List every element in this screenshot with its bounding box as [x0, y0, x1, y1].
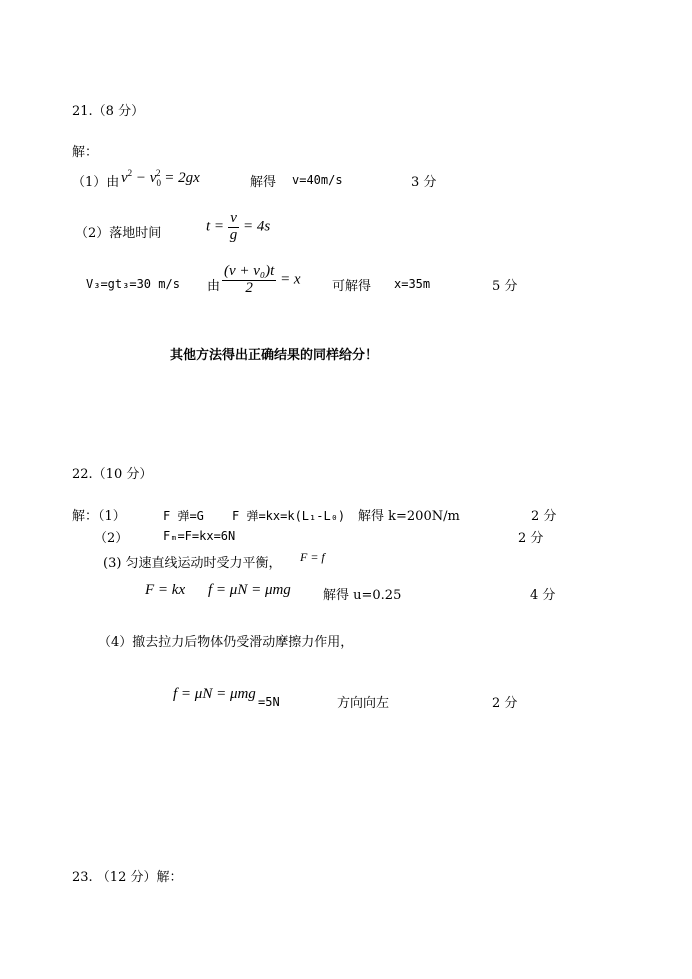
q21-part2-formula: t = $\frac{v}{g}$ = 4s	[206, 210, 271, 243]
q21-part3-score: 5 分	[492, 279, 518, 294]
q22-part3-formula: F = f	[300, 550, 325, 564]
q21-header: 21.（8 分）	[72, 104, 145, 119]
q22-part3-score: 4 分	[530, 588, 556, 603]
q21-jie-label: 解：	[72, 145, 99, 160]
q21-part1-label: （1）由	[72, 175, 120, 190]
q23-header: 23. （12 分）解：	[72, 870, 183, 885]
q22-part4-text: （4）撤去拉力后物体仍受滑动摩擦力作用，	[98, 635, 354, 650]
q22-part2-label: （2）	[94, 531, 129, 546]
q22-part1-a: F 弹=G	[163, 509, 204, 523]
q21-part1-score: 3 分	[411, 175, 437, 190]
q22-part4-value: =5N	[258, 695, 280, 709]
q21-part3-result: x=35m	[394, 277, 431, 291]
q21-note: 其他方法得出正确结果的同样给分！	[170, 348, 379, 363]
q22-header: 22.（10 分）	[72, 467, 153, 482]
q22-part3-f1: F = kx	[145, 582, 186, 598]
q22-part3-solve: 解得 u=0.25	[323, 588, 402, 603]
q22-part2-score: 2 分	[518, 531, 544, 546]
q22-part1-solve: 解得 k=200N/m	[358, 509, 460, 524]
q21-part1-formula: $v^2 - v_0^2 = 2gx$	[121, 168, 200, 188]
q21-part3-formula: $\frac{\text{(v + v₀)t}}{2}$ = x	[224, 263, 301, 296]
q21-part1-result: v=40m/s	[292, 173, 343, 187]
q21-part3-v: V₃=gt₃=30 m/s	[86, 277, 180, 291]
q22-part4-direction: 方向向左	[337, 696, 390, 711]
q22-part4-score: 2 分	[492, 696, 518, 711]
q22-part1-score: 2 分	[531, 509, 557, 524]
q22-part3-f2: f = μN = μmg	[208, 582, 291, 598]
q22-part1-b: F 弹=kx=k(L₁-L₀)	[232, 509, 346, 523]
q21-part3-you: 由	[207, 279, 221, 294]
q21-part1-solve: 解得	[250, 175, 277, 190]
q22-part3-text: (3) 匀速直线运动时受力平衡，	[103, 556, 282, 571]
q22-part2-text: Fₘ=F=kx=6N	[163, 529, 236, 543]
q22-part4-formula: f = μN = μmg	[173, 686, 256, 702]
q22-part1-label: 解：（1）	[72, 509, 126, 524]
q21-part2-label: （2）落地时间	[75, 226, 162, 241]
q21-part3-solve: 可解得	[332, 279, 372, 294]
